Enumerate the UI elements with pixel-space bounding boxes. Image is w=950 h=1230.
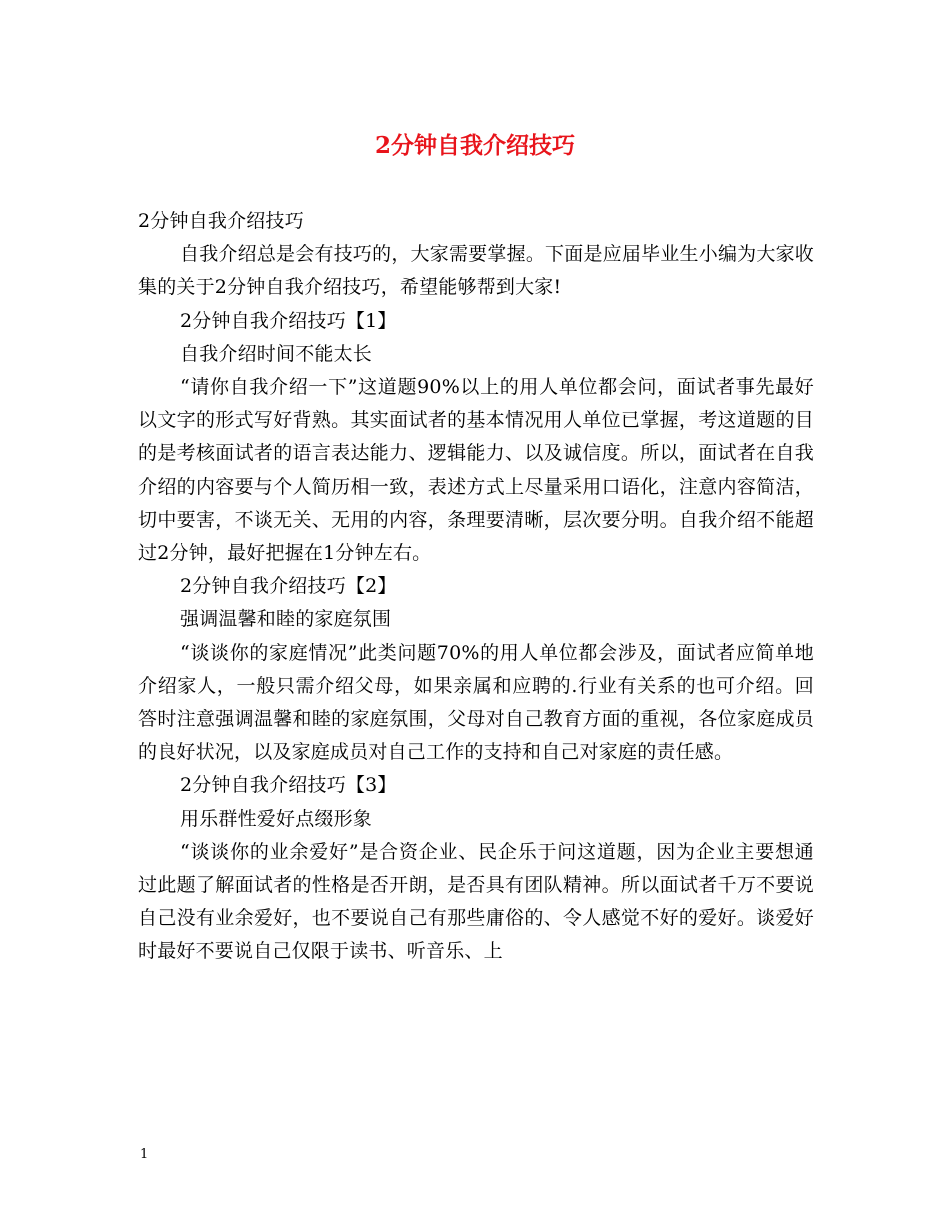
paragraph-section-2: “谈谈你的家庭情况”此类问题70%的用人单位都会涉及，面试者应简单地介绍家人，一般只需介绍父母，如果亲属和应聘的.行业有关系的也可介绍。回答时注意强调温馨和睦的家庭氛围，父母对自己教育方面的重视，各位家庭成员的良好状况，以及家庭成员对自己工作的支持和自己对家庭的责任感。 <box>138 641 814 764</box>
section-heading-2: 2分钟自我介绍技巧【2】 <box>180 575 397 598</box>
section-subheading-3: 用乐群性爱好点缀形象 <box>180 807 373 830</box>
document-title: 2分钟自我介绍技巧 <box>374 132 575 159</box>
document-body <box>138 205 814 969</box>
section-heading-1: 2分钟自我介绍技巧【1】 <box>180 309 397 332</box>
paragraph-section-3: “谈谈你的业余爱好”是合资企业、民企乐于问这道题，因为企业主要想通过此题了解面试者的性格是否开朗，是否具有团队精神。所以面试者千万不要说自己没有业余爱好，也不要说自己有那些庸俗的、令人感觉不好的爱好。谈爱好时最好不要说自己仅限于读书、听音乐、上 <box>138 840 814 963</box>
paragraph-intro: 自我介绍总是会有技巧的，大家需要掌握。下面是应届毕业生小编为大家收集的关于2分钟自我介绍技巧，希望能够帮到大家! <box>138 243 814 299</box>
section-subheading-2: 强调温馨和睦的家庭氛围 <box>180 608 392 631</box>
section-subheading-1: 自我介绍时间不能太长 <box>180 342 373 365</box>
page-number: 1 <box>140 1147 149 1162</box>
section-heading-3: 2分钟自我介绍技巧【3】 <box>180 774 397 797</box>
paragraph-section-1: “请你自我介绍一下”这道题90%以上的用人单位都会问，面试者事先最好以文字的形式写好背熟。其实面试者的基本情况用人单位已掌握，考这道题的目的是考核面试者的语言表达能力、逻辑能力、以及诚信度。所以，面试者在自我介绍的内容要与个人简历相一致，表述方式上尽量采用口语化，注意内容简洁，切中要害，不谈无关、无用的内容，条理要清晰，层次要分明。自我介绍不能超过2分钟，最好把握在1分钟左右。 <box>138 376 814 565</box>
paragraph-subtitle: 2分钟自我介绍技巧 <box>138 210 304 232</box>
